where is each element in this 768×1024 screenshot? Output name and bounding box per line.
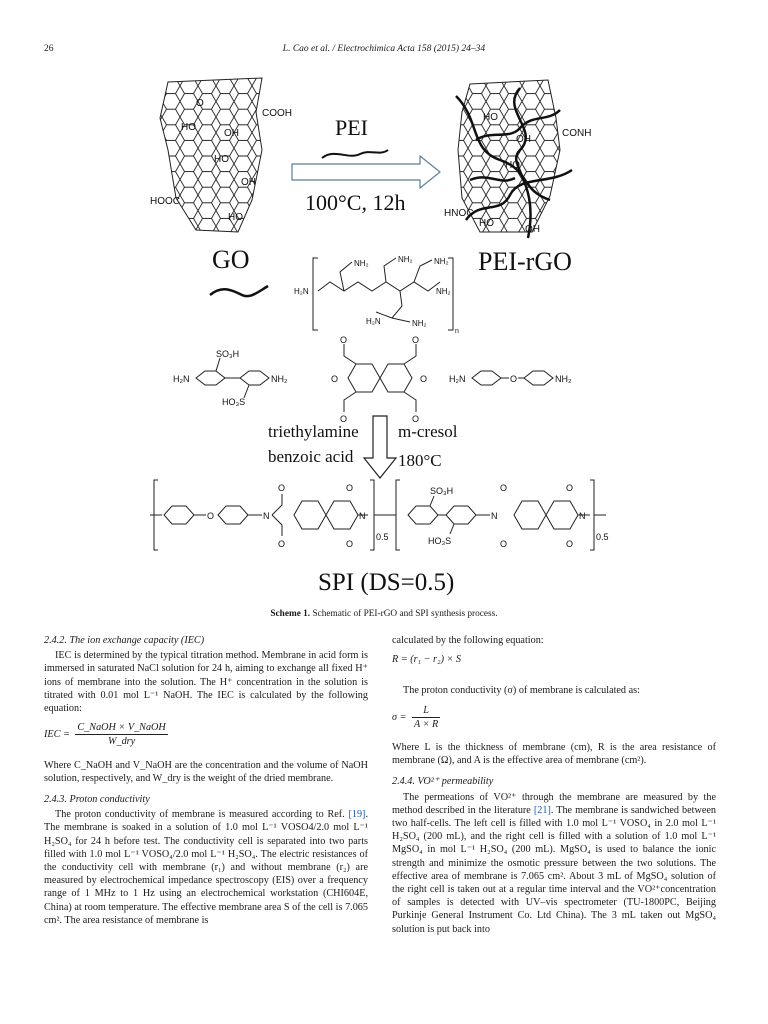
go-ho-label-2: HO (214, 154, 229, 165)
ntda-o-left: O (331, 374, 339, 384)
equation-sigma-numerator: L (412, 704, 440, 718)
paragraph-calculated: calculated by the following equation: (392, 635, 544, 646)
spi-so3h-label: SO₃H (430, 486, 454, 496)
go-oh-label-2: OH (224, 128, 239, 139)
reaction-condition-1: 100°C, 12h (305, 190, 406, 215)
spi-frac-label-2: 0.5 (596, 532, 609, 542)
go-cooh-label: COOH (262, 108, 292, 119)
section-2-4-4-title: 2.4.4. VO²⁺ permeability (392, 776, 494, 788)
oda-o-label: O (510, 374, 518, 384)
spi-n-label-2: N (359, 511, 366, 521)
bdsa-so3h-label: SO₃H (216, 349, 240, 359)
solvent-left-2: benzoic acid (268, 447, 354, 466)
section-2-4-4-text-a: The permeations of VO²⁺ through the membrane are measured by the method described in the literature (392, 791, 716, 816)
section-2-4-2-paragraph-2: Where C_NaOH and V_NaOH are the concentration and the volume of NaOH solution, respectively, and W_dry is the weight of the dried membrane. (44, 759, 368, 784)
monomer-ntda (344, 344, 416, 412)
spi-o-label-4: O (346, 539, 354, 549)
pei-h2n-label-2: H₂N (366, 317, 381, 326)
spi-label: SPI (DS=0.5) (318, 569, 455, 596)
equation-iec-numerator: C_NaOH × V_NaOH (75, 721, 167, 735)
pei-chain-symbol-left (210, 286, 268, 296)
monomer-bdsa (196, 358, 269, 398)
spi-o-label-6: O (500, 539, 508, 549)
go-ho-label-3: HO (228, 212, 243, 223)
spi-o-ether-label: O (207, 511, 215, 521)
spi-o-label-7: O (566, 483, 574, 493)
section-2-4-3-paragraph-1 (44, 808, 368, 927)
rgo-ho-label-3: HO (479, 218, 494, 229)
go-label: GO (212, 245, 250, 274)
equation-sigma (392, 704, 716, 731)
citation-link-21[interactable]: [21] (533, 804, 551, 816)
pei-n-subscript: n (455, 328, 459, 335)
section-2-4-2-paragraph-1: IEC is determined by the typical titration method. Membrane in acid form is immersed in saturated NaCl solution for 24 h, aiming to exchange all fixed H⁺ ions of membrane into the solution. The H⁺ concentration in the solution is titrated with 0.01 mol L⁻¹ NaOH. The IEC is calculated by the following equation: (44, 650, 368, 715)
rgo-ho-label-2: HO (505, 160, 520, 171)
equation-iec (44, 721, 368, 748)
go-o-label: O (196, 98, 204, 109)
solvent-left-1: triethylamine (268, 422, 359, 441)
rgo-oh-label-2: OH (525, 224, 540, 235)
equation-area-resistance: R = (r₁ − r₂) × S (392, 654, 462, 666)
equation-iec-lhs: IEC = (44, 729, 73, 741)
spi-o-label-3: O (346, 483, 354, 493)
equation-sigma-lhs: σ = (392, 711, 409, 723)
rgo-conh-label: CONH (562, 128, 592, 139)
spi-o-label-5: O (500, 483, 508, 493)
equation-sigma-denominator: A × R (414, 718, 439, 730)
pei-nh2-label-3: NH₂ (434, 257, 449, 266)
ntda-o-top-right: O (412, 335, 420, 345)
section-2-4-4-text-b: . The membrane is sandwiched between two half-cells. The left cell is filled with 1.0 mol L⁻¹ VOSO₄ in 2.0 mol L⁻¹ H₂SO₄ (200 mL), and the right cell is filled with a solution of 1.0 mol L⁻¹ MgSO₄ in mol L⁻¹ H₂SO₄ (200 mL). MgSO₄ is used to balance the ionic strength and minimize the osmotic pressure between the two solutions. The effective area of membrane is 7.065 cm². About 3 mL of MgSO₄ solution of the right cell is taken out at a regular time interval and the VO²⁺concentration of samples is detected with UV–vis spectrometer (TU-1800PC, Beijing Purkinje General Instrument Co. Ltd China). The 3 mL taken out MgSO₄ solution is put back into (392, 804, 716, 935)
equation-iec-denominator: W_dry (108, 736, 136, 748)
page-number: 26 (44, 44, 54, 54)
section-2-4-4-paragraph-1 (392, 791, 716, 936)
left-column (44, 634, 368, 927)
spi-o-label-1: O (278, 483, 286, 493)
pei-nh2-label-1: NH₂ (354, 259, 369, 268)
spi-frac-label-1: 0.5 (376, 532, 389, 542)
ntda-o-right: O (420, 374, 428, 384)
spi-n-label-4: N (579, 511, 586, 521)
pei-rgo-sheet (444, 80, 591, 238)
oda-nh2-label: NH₂ (555, 374, 572, 384)
go-sheet (150, 78, 292, 232)
citation-link-19[interactable]: [19] (348, 809, 366, 821)
rgo-oh-label-1: OH (516, 134, 531, 145)
caption-text: Schematic of PEI-rGO and SPI synthesis process. (310, 609, 498, 619)
pei-rgo-label: PEI-rGO (478, 247, 572, 276)
bdsa-nh2-label: NH₂ (271, 374, 288, 384)
right-column (392, 634, 716, 936)
scheme-caption (0, 609, 768, 619)
pei-h2n-label: H₂N (294, 287, 309, 296)
reaction-arrow-2 (364, 416, 396, 478)
spi-n-label-1: N (263, 511, 270, 521)
ntda-o-top-left: O (340, 335, 348, 345)
running-head: L. Cao et al. / Electrochimica Acta 158 (2015) 24–34 (282, 44, 486, 54)
go-oh-label-1: OH (241, 177, 256, 188)
pei-structure (313, 258, 453, 330)
section-2-4-3-title: 2.4.3. Proton conductivity (44, 794, 150, 806)
pei-nh2-label-5: NH₂ (412, 319, 427, 328)
go-ho-label-1: HO (181, 122, 196, 133)
section-2-4-3-text-a: The proton conductivity of membrane is measured according to Ref. (55, 809, 349, 821)
bdsa-h2n-label: H₂N (173, 374, 190, 384)
rgo-hnoc-label: HNOC (444, 208, 474, 219)
solvent-right-1: m-cresol (398, 422, 458, 441)
section-2-4-2-title: 2.4.2. The ion exchange capacity (IEC) (44, 635, 205, 646)
pei-nh2-label-2: NH₂ (398, 255, 413, 264)
spi-n-label-3: N (491, 511, 498, 521)
reaction-arrow-1 (292, 156, 440, 188)
rgo-ho-label-1: HO (483, 112, 498, 123)
caption-label: Scheme 1. (270, 609, 311, 619)
section-2-4-3-text-b: . The membrane is soaked in a solution of 1.0 mol L⁻¹ VOSO4/2.0 mol L⁻¹ H₂SO₄ for 24 h before test. The conductivity cell is separated into two parts filled with 1.0 mol L⁻¹ VOSO₄/2.0 mol L⁻¹ H₂SO₄. The electric resistances of the conductivity cell with membrane (r₁) and without membrane (r₂) are measured by electrochemical impedance spectroscopy (EIS) over a frequency range of 1 MHz to 1 Hz using an electrochemical workstation (CHI604E, China) at room temperature. The effective membrane area S of the cell is 7.065 cm². The area resistance of membrane is (44, 809, 368, 926)
bdsa-ho3s-label: HO₃S (222, 397, 246, 407)
condition-temp-2: 180°C (398, 451, 442, 470)
paragraph-where: Where L is the thickness of membrane (cm), R is the area resistance of membrane (Ω), and A is the effective area of membrane (cm²). (392, 742, 716, 767)
pei-label: PEI (335, 115, 368, 140)
spi-o-label-8: O (566, 539, 574, 549)
ntda-o-bottom-right: O (412, 414, 420, 424)
pei-nh2-label-4: NH₂ (436, 287, 451, 296)
spi-o-label-2: O (278, 539, 286, 549)
spi-ho3s-label: HO₃S (428, 536, 452, 546)
go-hooc-label: HOOC (150, 196, 180, 207)
ntda-o-bottom-left: O (340, 414, 348, 424)
oda-h2n-label: H₂N (449, 374, 466, 384)
pei-chain-symbol (322, 150, 388, 158)
paragraph-proton-conductivity: The proton conductivity (σ) of membrane is calculated as: (403, 685, 640, 697)
